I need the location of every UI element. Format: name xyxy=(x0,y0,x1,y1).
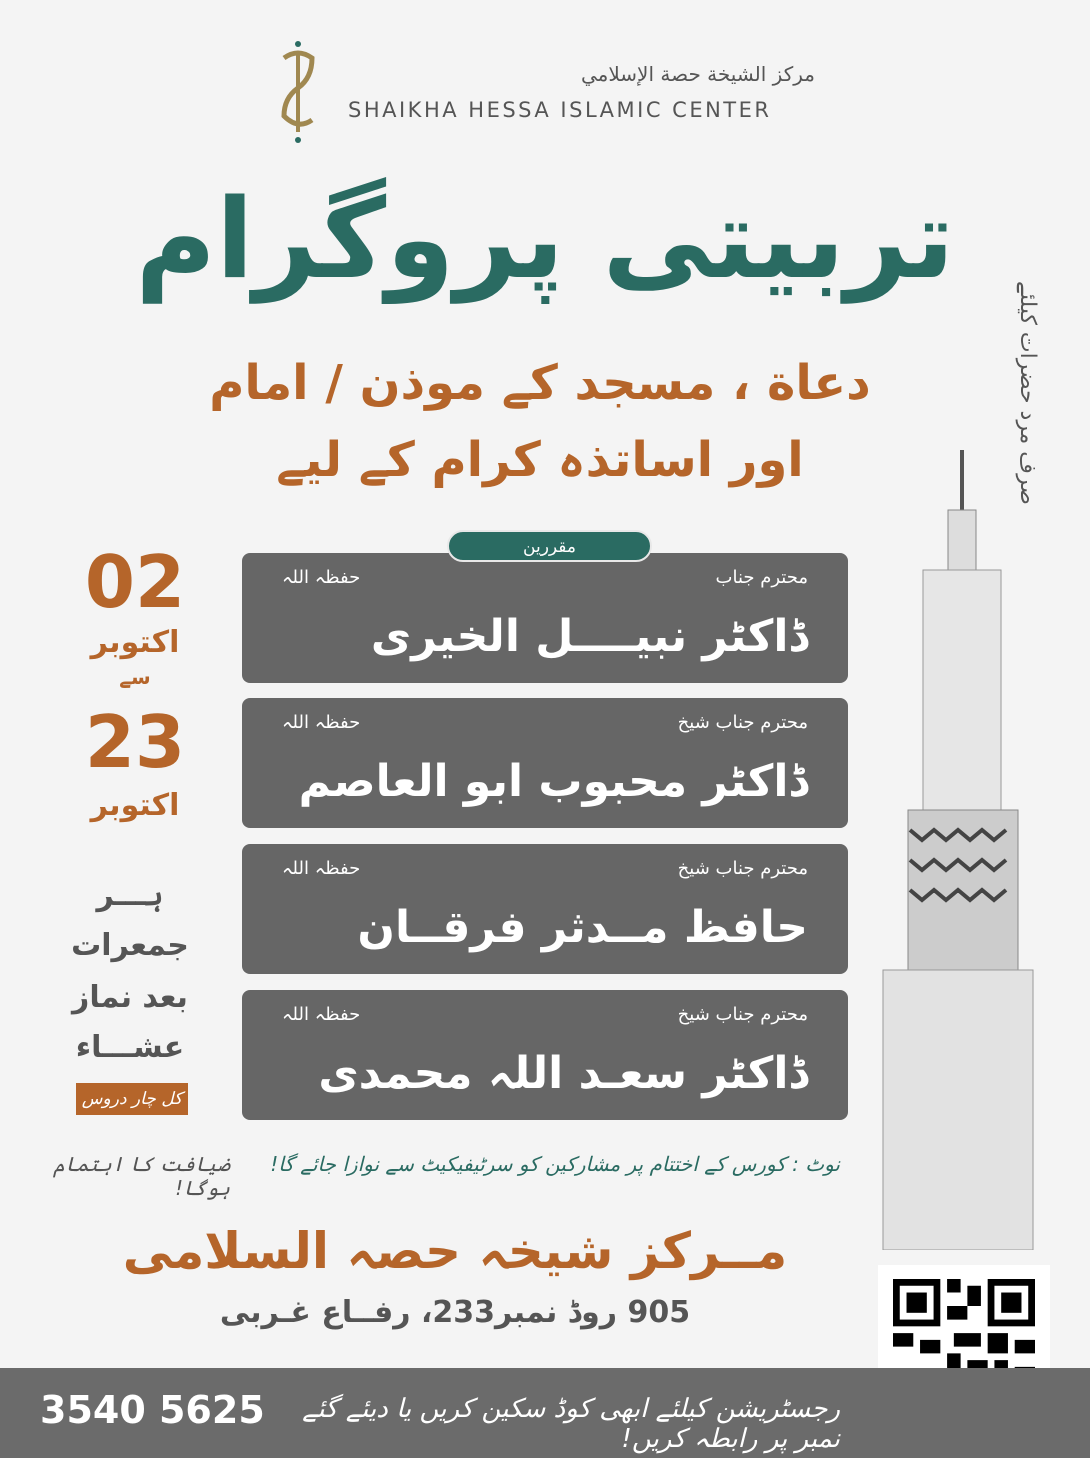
speaker-card xyxy=(242,990,848,1120)
lessons-count-badge: کل چار دروس xyxy=(76,1083,188,1115)
schedule-line: بعد نماز xyxy=(72,980,188,1015)
subtitle-line-2: اور اساتذہ کرام کے لیے xyxy=(276,432,804,488)
end-day: 23 xyxy=(84,700,186,784)
end-month: اکتوبر xyxy=(90,788,180,823)
center-logo-icon xyxy=(276,38,320,146)
hospitality-note: ضیافت کا اہتمام ہوگا! xyxy=(53,1152,230,1200)
speaker-prefix: محترم جناب شیخ xyxy=(677,712,808,733)
start-month: اکتوبر xyxy=(90,625,180,660)
speaker-name: ڈاکٹر سعـد اللہ محمدی xyxy=(318,1048,808,1099)
registration-text: رجسٹریشن کیلئے ابھی کوڈ سکین کریں یا دیئے گئے نمبر پر رابطہ کریں! xyxy=(302,1394,840,1454)
speaker-honorific: حفظہ اللہ xyxy=(282,1004,361,1025)
address: 905 روڈ نمبر233، رفــاع غـربی xyxy=(219,1295,691,1330)
schedule-line: عشـــاء xyxy=(75,1030,185,1065)
speaker-name: حافظ مــدثر فرقــان xyxy=(357,902,808,953)
logo-english-text: SHAIKHA HESSA ISLAMIC CENTER xyxy=(348,98,772,122)
speaker-card xyxy=(242,553,848,683)
speaker-prefix: محترم جناب شیخ xyxy=(677,858,808,879)
subtitle-line-1: دعاة ، مسجد کے موذن / امام xyxy=(209,355,871,411)
speaker-honorific: حفظہ اللہ xyxy=(282,567,361,588)
certificate-note: نوٹ : کورس کے اختتام پر مشارکین کو سرٹیفیکیٹ سے نوازا جائے گا! xyxy=(270,1152,840,1176)
center-name: مــرکز شیخہ حصہ السلامی xyxy=(122,1222,788,1280)
speaker-honorific: حفظہ اللہ xyxy=(282,858,361,879)
speaker-honorific: حفظہ اللہ xyxy=(282,712,361,733)
phone-number[interactable]: 3540 5625 xyxy=(40,1388,265,1432)
speaker-name: ڈاکٹر نبیــــل الخیری xyxy=(370,611,808,662)
schedule-line: جمعرات xyxy=(71,928,189,963)
speaker-card xyxy=(242,844,848,974)
speaker-name: ڈاکٹر محبوب ابو العاصم xyxy=(298,756,808,807)
date-to: سے xyxy=(119,665,151,689)
speaker-prefix: محترم جناب xyxy=(715,567,808,588)
logo-arabic-text: مركز الشيخة حصة الإسلامي xyxy=(580,62,815,86)
speakers-badge: مقررین xyxy=(447,530,652,562)
minaret-illustration-icon xyxy=(878,450,1038,1250)
start-day: 02 xyxy=(84,540,186,624)
program-title: تربیتی پروگرام xyxy=(135,175,955,303)
schedule-line: ہـــر xyxy=(96,878,164,913)
speaker-prefix: محترم جناب شیخ xyxy=(677,1004,808,1025)
speaker-card xyxy=(242,698,848,828)
men-only-note: صرف مرد حضرات کیلئے xyxy=(1015,281,1040,505)
